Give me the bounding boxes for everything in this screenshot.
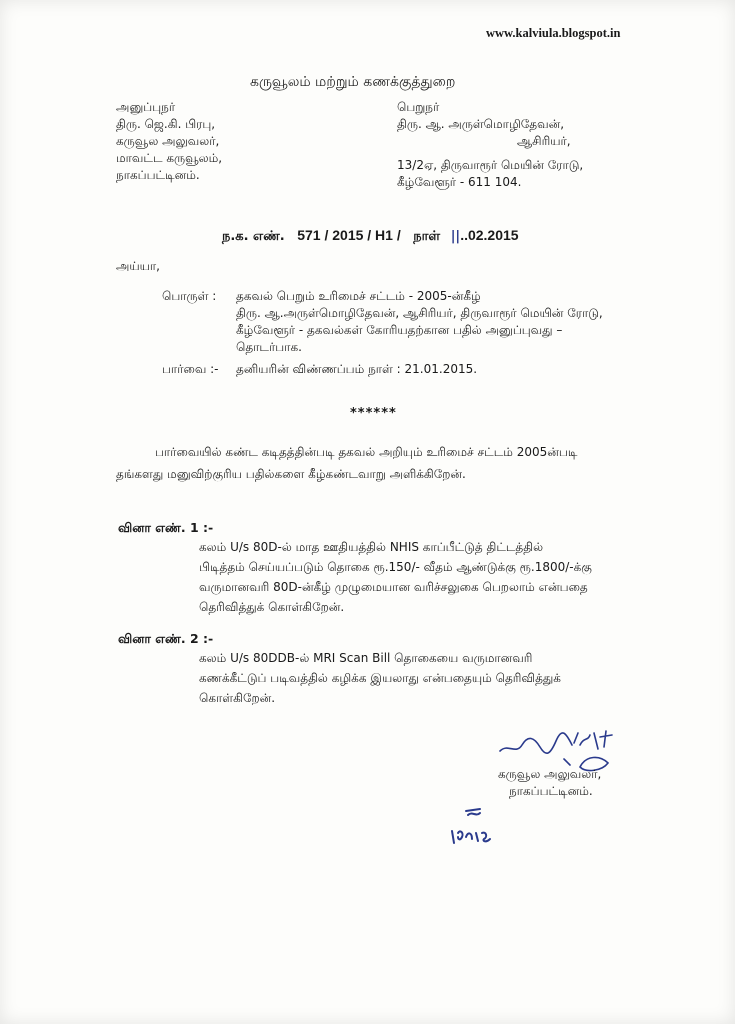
sender-block <box>116 99 222 184</box>
question-1-answer <box>199 537 592 617</box>
recipient-block <box>397 99 583 191</box>
reference-date: ..02.2015 <box>460 227 519 243</box>
answer-line: தெரிவித்துக் கொள்கிறேன். <box>199 600 345 614</box>
subject-line: கீழ்வேளூர் - தகவல்கள் கோரியதற்கான பதில் அனுப்புவது – <box>236 323 563 337</box>
answer-line: கலம் U/s 80D-ல் மாத ஊதியத்தில் NHIS காப்பீட்டுத் திட்டத்தில் <box>199 540 544 554</box>
question-1-label: வினா எண். 1 :- <box>118 520 214 535</box>
department-title: கருவூலம் மற்றும் கணக்குத்துறை <box>250 74 456 90</box>
subject-line: திரு. ஆ.அருள்மொழிதேவன், ஆசிரியர், திருவாரூர் மெயின் ரோடு, <box>236 306 603 320</box>
handwritten-initial <box>446 803 506 847</box>
reference-line <box>222 227 519 245</box>
sender-line: திரு. ஜெ.கி. பிரபு, <box>116 117 216 131</box>
salutation: அய்யா, <box>116 259 160 273</box>
recipient-line: திரு. ஆ. அருள்மொழிதேவன், <box>397 117 565 131</box>
answer-line: வருமானவரி 80D-ன்கீழ் முழுமையான வரிச்சலுகை பெறலாம் என்பதை <box>199 580 588 594</box>
answer-line: கணக்கீட்டுப் படிவத்தில் கழிக்க இயலாது என்பதையும் தெரிவித்துக் <box>199 671 561 685</box>
subject-line: தகவல் பெறும் உரிமைச் சட்டம் - 2005-ன்கீழ் <box>236 289 481 303</box>
signature-designation: கருவூல அலுவலர், <box>498 767 602 781</box>
answer-line: கொள்கிறேன். <box>199 691 276 705</box>
answer-line: பிடித்தம் செய்யப்படும் தொகை ரூ.150/- வீதம் ஆண்டுக்கு ரூ.1800/-க்கு <box>199 560 592 574</box>
subject-line: தொடர்பாக. <box>236 340 302 354</box>
recipient-line: கீழ்வேளூர் - 611 104. <box>397 175 522 189</box>
reference-number: 571 / 2015 / H1 / <box>297 227 401 243</box>
handwritten-day-mark: || <box>450 229 461 244</box>
reference-date-label: நாள் <box>413 229 441 244</box>
recipient-line: 13/2ஏ, திருவாரூர் மெயின் ரோடு, <box>397 158 584 172</box>
intro-line: பார்வையில் கண்ட கடிதத்தின்படி தகவல் அறியும் உரிமைச் சட்டம் 2005ன்படி <box>155 445 578 459</box>
signature-place: நாகப்பட்டினம். <box>509 784 593 798</box>
intro-line: தங்களது மனுவிற்குரிய பதில்களை கீழ்கண்டவாறு அளிக்கிறேன். <box>116 467 466 481</box>
recipient-line: ஆசிரியர், <box>517 134 571 148</box>
sender-label: அனுப்புநர் <box>116 100 176 114</box>
answer-line: கலம் U/s 80DDB-ல் MRI Scan Bill தொகையை வருமானவரி <box>199 651 533 665</box>
subject-label: பொருள் : <box>162 289 217 303</box>
reference-note-label: பார்வை :- <box>162 362 219 376</box>
sender-line: கருவூல அலுவலர், <box>116 134 220 148</box>
question-2-answer <box>199 648 561 708</box>
website-url: www.kalviula.blogspot.in <box>486 26 621 40</box>
subject-block <box>236 288 603 356</box>
recipient-label: பெறுநர் <box>397 100 440 114</box>
reference-note-text: தனியரின் விண்ணப்பம் நாள் : 21.01.2015. <box>236 362 478 376</box>
sender-line: நாகப்பட்டினம். <box>116 168 200 182</box>
separator-stars: ****** <box>350 406 397 421</box>
reference-prefix: ந.க. எண். <box>222 229 285 244</box>
question-2-label: வினா எண். 2 :- <box>118 631 214 646</box>
sender-line: மாவட்ட கருவூலம், <box>116 151 223 165</box>
